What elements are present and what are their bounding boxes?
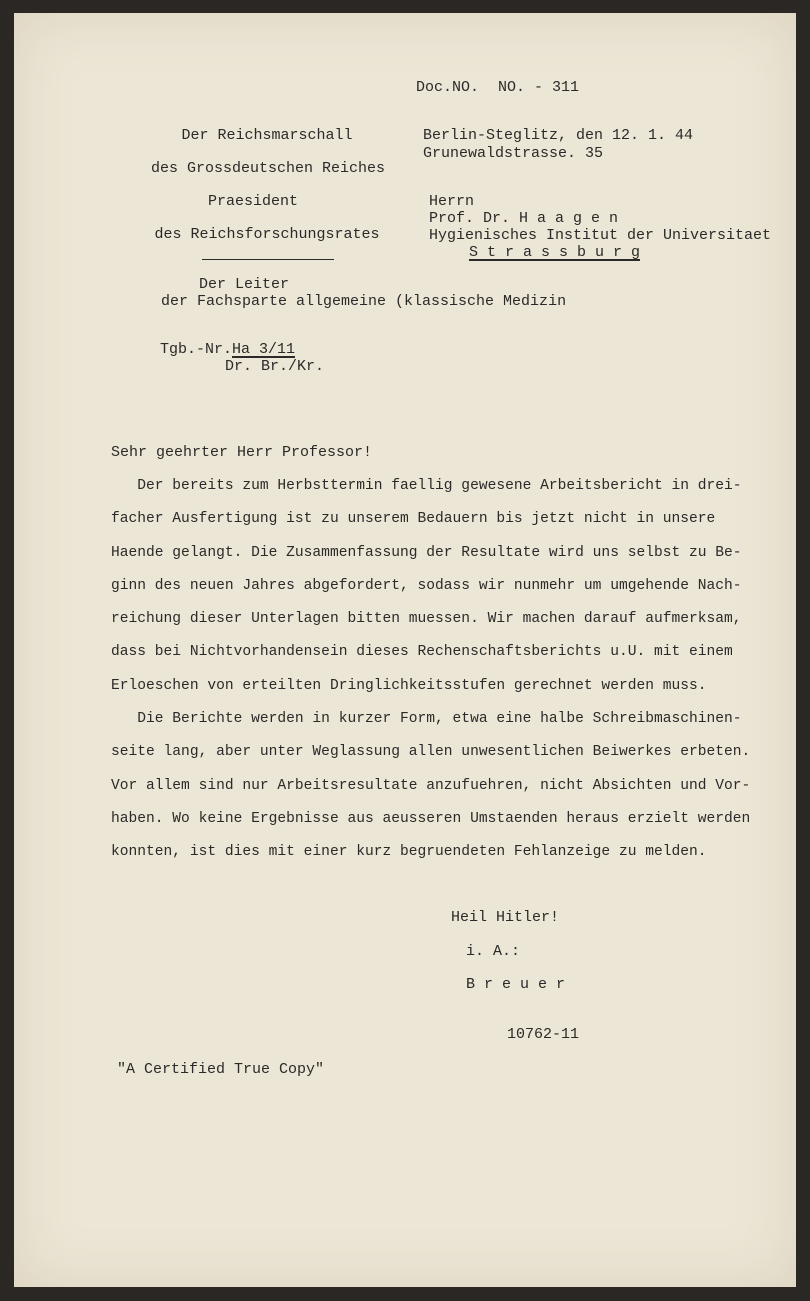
paragraph-2-line: konnten, ist dies mit einer kurz begruendeten Fehlanzeige zu melden.	[111, 844, 707, 860]
doc-number-value: NO. - 311	[498, 79, 580, 96]
paragraph-1-line: dass bei Nichtvorhandensein dieses Rechenschaftsberichts u.U. mit einem	[111, 644, 733, 660]
leiter-line-2: der Fachsparte allgemeine (klassische Medizin	[161, 293, 567, 310]
leiter-line-1: Der Leiter	[198, 276, 290, 293]
closing-greeting: Heil Hitler!	[451, 909, 560, 926]
paragraph-2-line: haben. Wo keine Ergebnisse aus aeusseren Umstaenden heraus erzielt werden	[111, 811, 751, 827]
recipient-line-2: Prof. Dr. H a a g e n	[429, 210, 619, 227]
document-code: 10762-11	[507, 1026, 580, 1043]
reference-initials: Dr. Br./Kr.	[225, 358, 325, 375]
salutation: Sehr geehrter Herr Professor!	[111, 444, 373, 461]
recipient-line-1: Herrn	[429, 193, 475, 210]
recipient-city: S t r a s s b u r g	[469, 244, 641, 261]
place-date-line-1: Berlin-Steglitz, den 12. 1. 44	[423, 127, 694, 144]
recipient-line-3: Hygienisches Institut der Universitaet	[429, 227, 772, 244]
paragraph-1-line: Haende gelangt. Die Zusammenfassung der Resultate wird uns selbst zu Be-	[111, 545, 742, 561]
paragraph-2-line: Die Berichte werden in kurzer Form, etwa eine halbe Schreibmaschinen-	[111, 711, 742, 727]
reference-number: Ha 3/11	[232, 341, 296, 358]
sender-line-4: des Reichsforschungsrates	[154, 226, 380, 243]
place-date-line-2: Grunewaldstrasse. 35	[423, 145, 604, 162]
paragraph-2-line: Vor allem sind nur Arbeitsresultate anzufuehren, nicht Absichten und Vor-	[111, 778, 751, 794]
reference-prefix: Tgb.-Nr.	[160, 341, 233, 358]
sender-line-3: Praesident	[207, 193, 299, 210]
sender-line-1: Der Reichsmarschall	[181, 127, 353, 144]
paragraph-1-line: facher Ausfertigung ist zu unserem Bedauern bis jetzt nicht in unsere	[111, 511, 716, 527]
document-page	[14, 13, 796, 1287]
certification-note: "A Certified True Copy"	[117, 1061, 325, 1078]
paragraph-1-line: ginn des neuen Jahres abgefordert, sodass wir nunmehr um umgehende Nach-	[111, 578, 742, 594]
sender-line-2: des Grossdeutschen Reiches	[150, 160, 386, 177]
paragraph-1-line: Der bereits zum Herbsttermin faellig gewesene Arbeitsbericht in drei-	[111, 478, 742, 494]
signature-name: B r e u e r	[466, 976, 566, 993]
paragraph-1-line: reichung dieser Unterlagen bitten muessen. Wir machen darauf aufmerksam,	[111, 611, 742, 627]
doc-number-label: Doc.NO.	[416, 79, 480, 96]
sender-divider	[202, 259, 334, 260]
paragraph-2-line: seite lang, aber unter Weglassung allen unwesentlichen Beiwerkes erbeten.	[111, 744, 751, 760]
paragraph-1-line: Erloeschen von erteilten Dringlichkeitsstufen gerechnet werden muss.	[111, 678, 707, 694]
on-behalf-marker: i. A.:	[466, 943, 521, 960]
